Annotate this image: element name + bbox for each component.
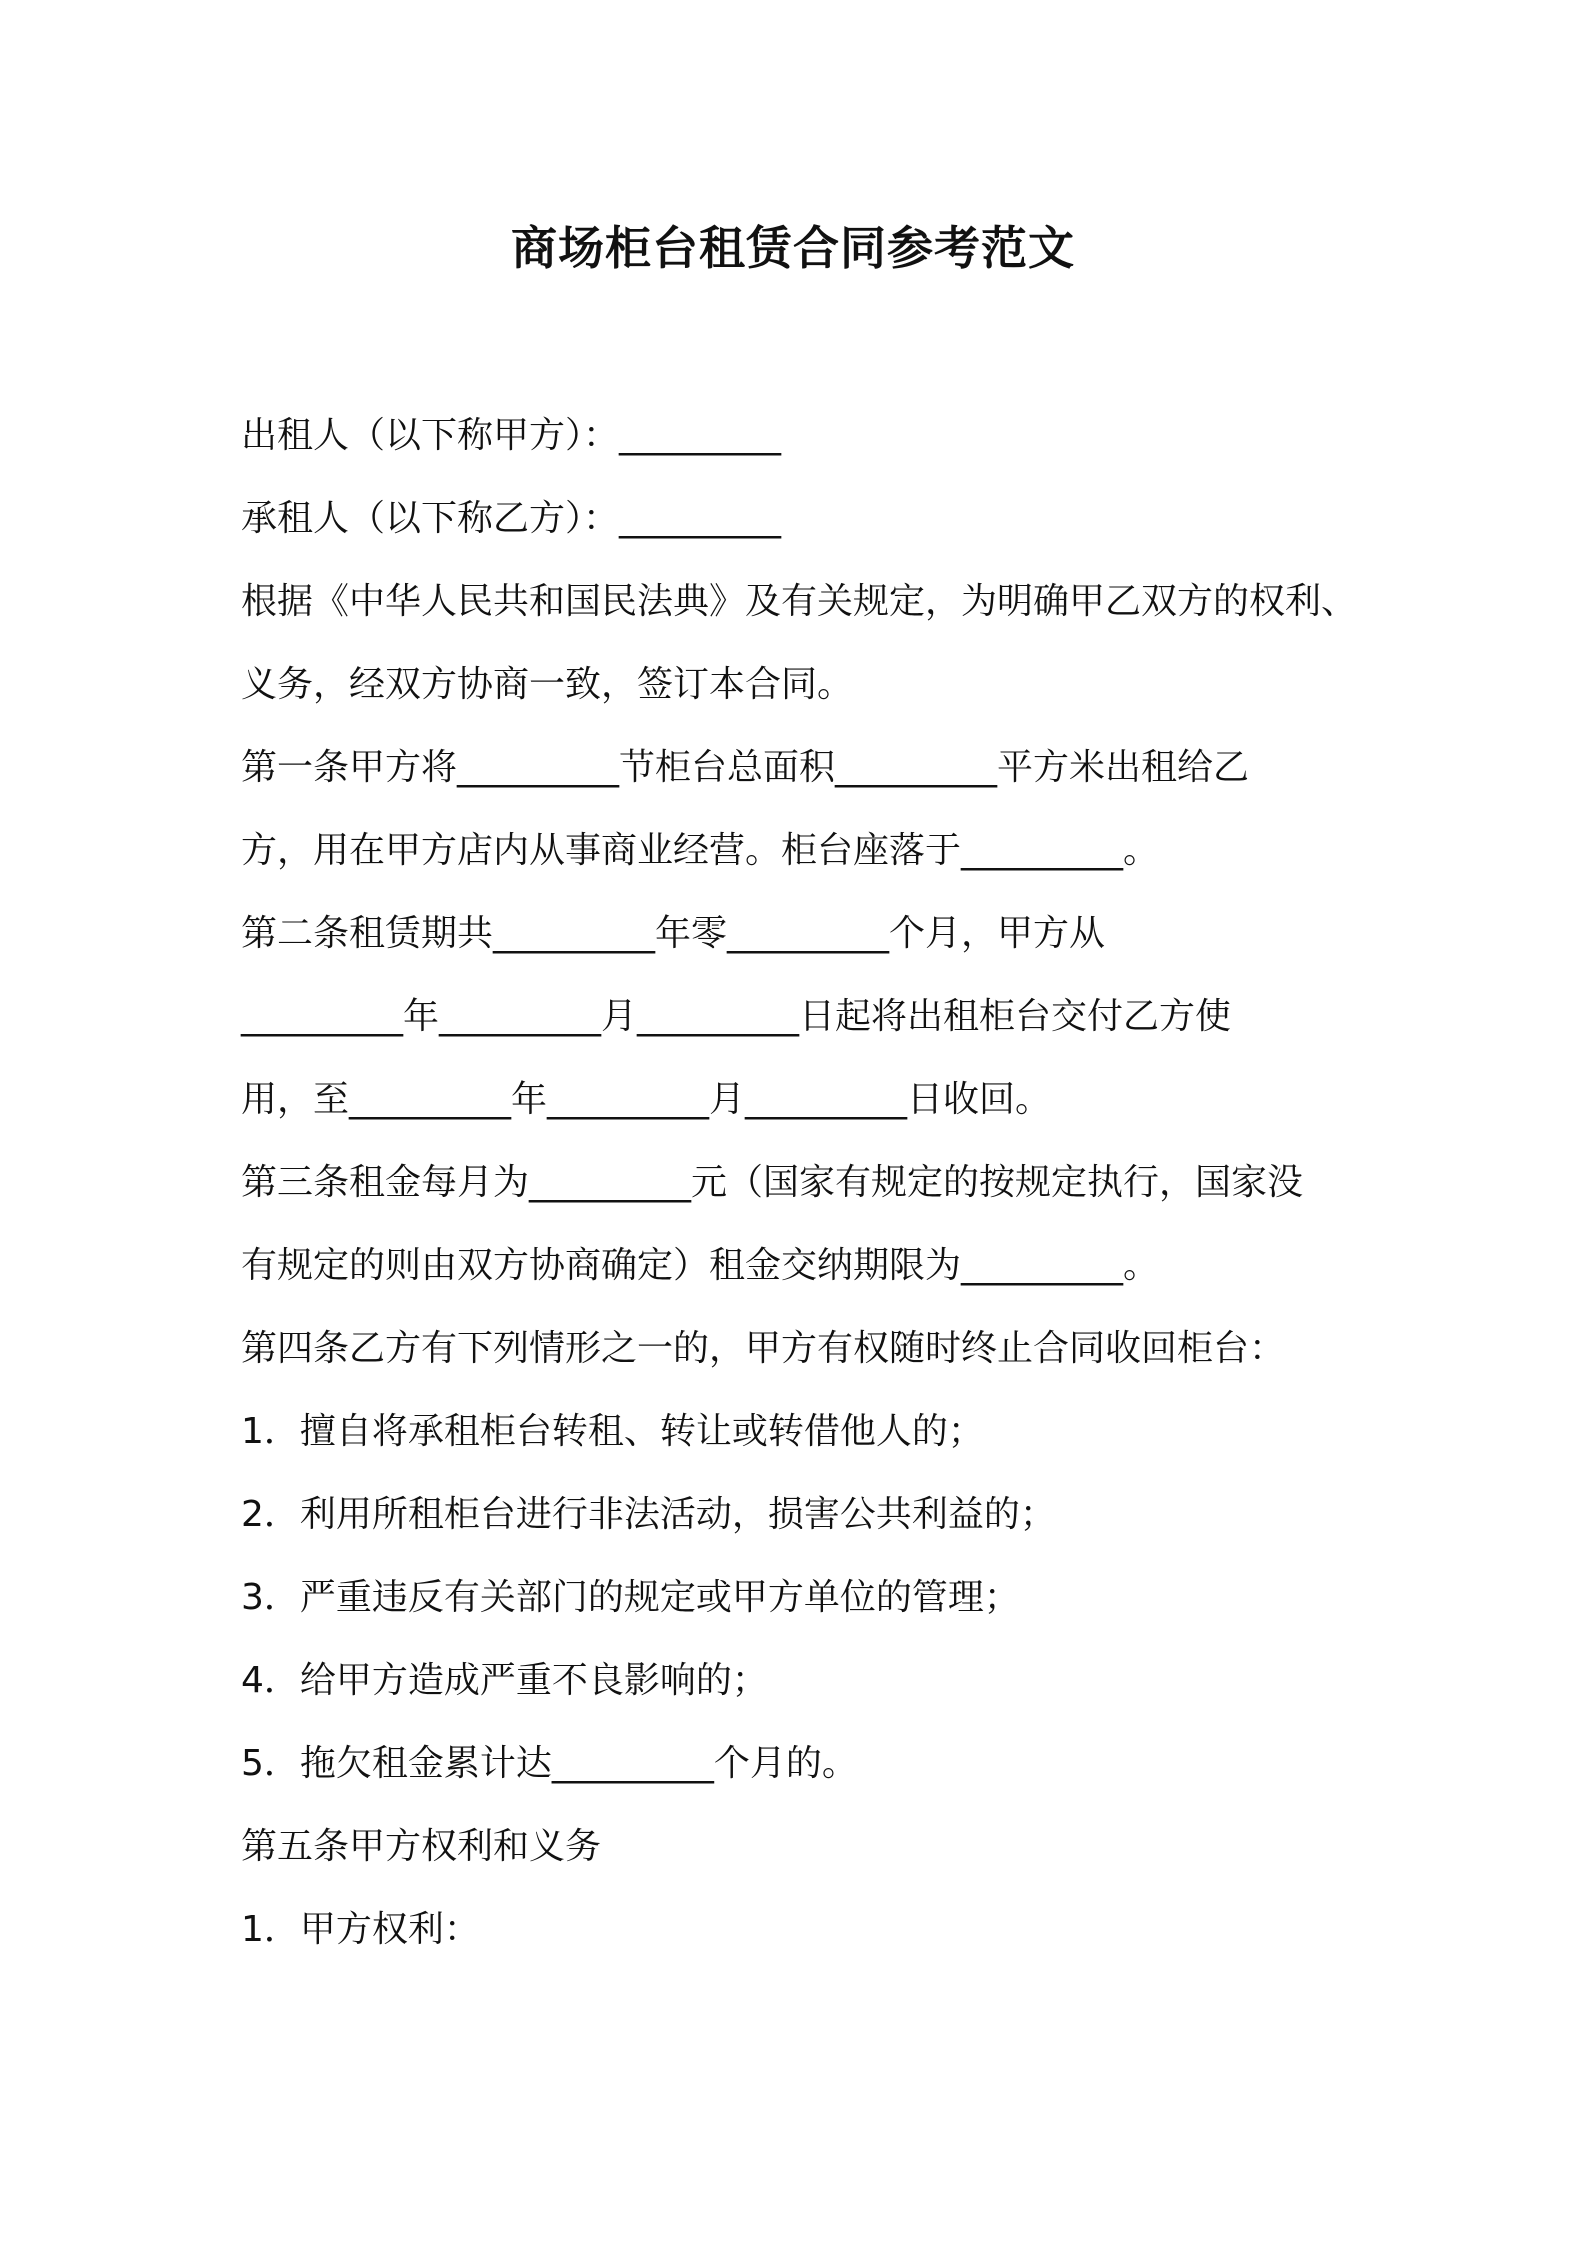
article-1-line: 方，用在甲方店内从事商业经营。柜台座落于_________。 bbox=[241, 830, 1160, 871]
preamble-line: 义务，经双方协商一致，签订本合同。 bbox=[241, 664, 854, 705]
article-3-line: 有规定的则由双方协商确定）租金交纳期限为_________。 bbox=[241, 1245, 1160, 1286]
article-2-line: _________年_________月_________日起将出租柜台交付乙方使 bbox=[241, 996, 1232, 1037]
article-4-line: 第四条乙方有下列情形之一的，甲方有权随时终止合同收回柜台： bbox=[241, 1328, 1286, 1369]
document-title: 商场柜台租赁合同参考范文 bbox=[511, 221, 1075, 275]
preamble-line: 根据《中华人民共和国民法典》及有关规定，为明确甲乙双方的权利、 bbox=[241, 581, 1358, 622]
article-4-item: 5．拖欠租金累计达_________个月的。 bbox=[241, 1743, 858, 1784]
lessee-line: 承租人（以下称乙方）：_________ bbox=[241, 498, 782, 539]
article-1-line: 第一条甲方将_________节柜台总面积_________平方米出租给乙 bbox=[241, 747, 1250, 788]
article-4-item: 2．利用所租柜台进行非法活动，损害公共利益的； bbox=[241, 1494, 1056, 1535]
lessor-line: 出租人（以下称甲方）：_________ bbox=[241, 415, 782, 456]
article-5-item: 1．甲方权利： bbox=[241, 1909, 480, 1950]
article-4-item: 1．擅自将承租柜台转租、转让或转借他人的； bbox=[241, 1411, 984, 1452]
article-2-line: 用，至_________年_________月_________日收回。 bbox=[241, 1079, 1052, 1120]
article-2-line: 第二条租赁期共_________年零_________个月，甲方从 bbox=[241, 913, 1106, 954]
article-5-heading: 第五条甲方权利和义务 bbox=[241, 1826, 602, 1867]
article-4-item: 3．严重违反有关部门的规定或甲方单位的管理； bbox=[241, 1577, 1020, 1618]
article-4-item: 4．给甲方造成严重不良影响的； bbox=[241, 1660, 768, 1701]
document-body bbox=[241, 406, 1361, 1983]
article-3-line: 第三条租金每月为_________元（国家有规定的按规定执行，国家没 bbox=[241, 1162, 1304, 1203]
